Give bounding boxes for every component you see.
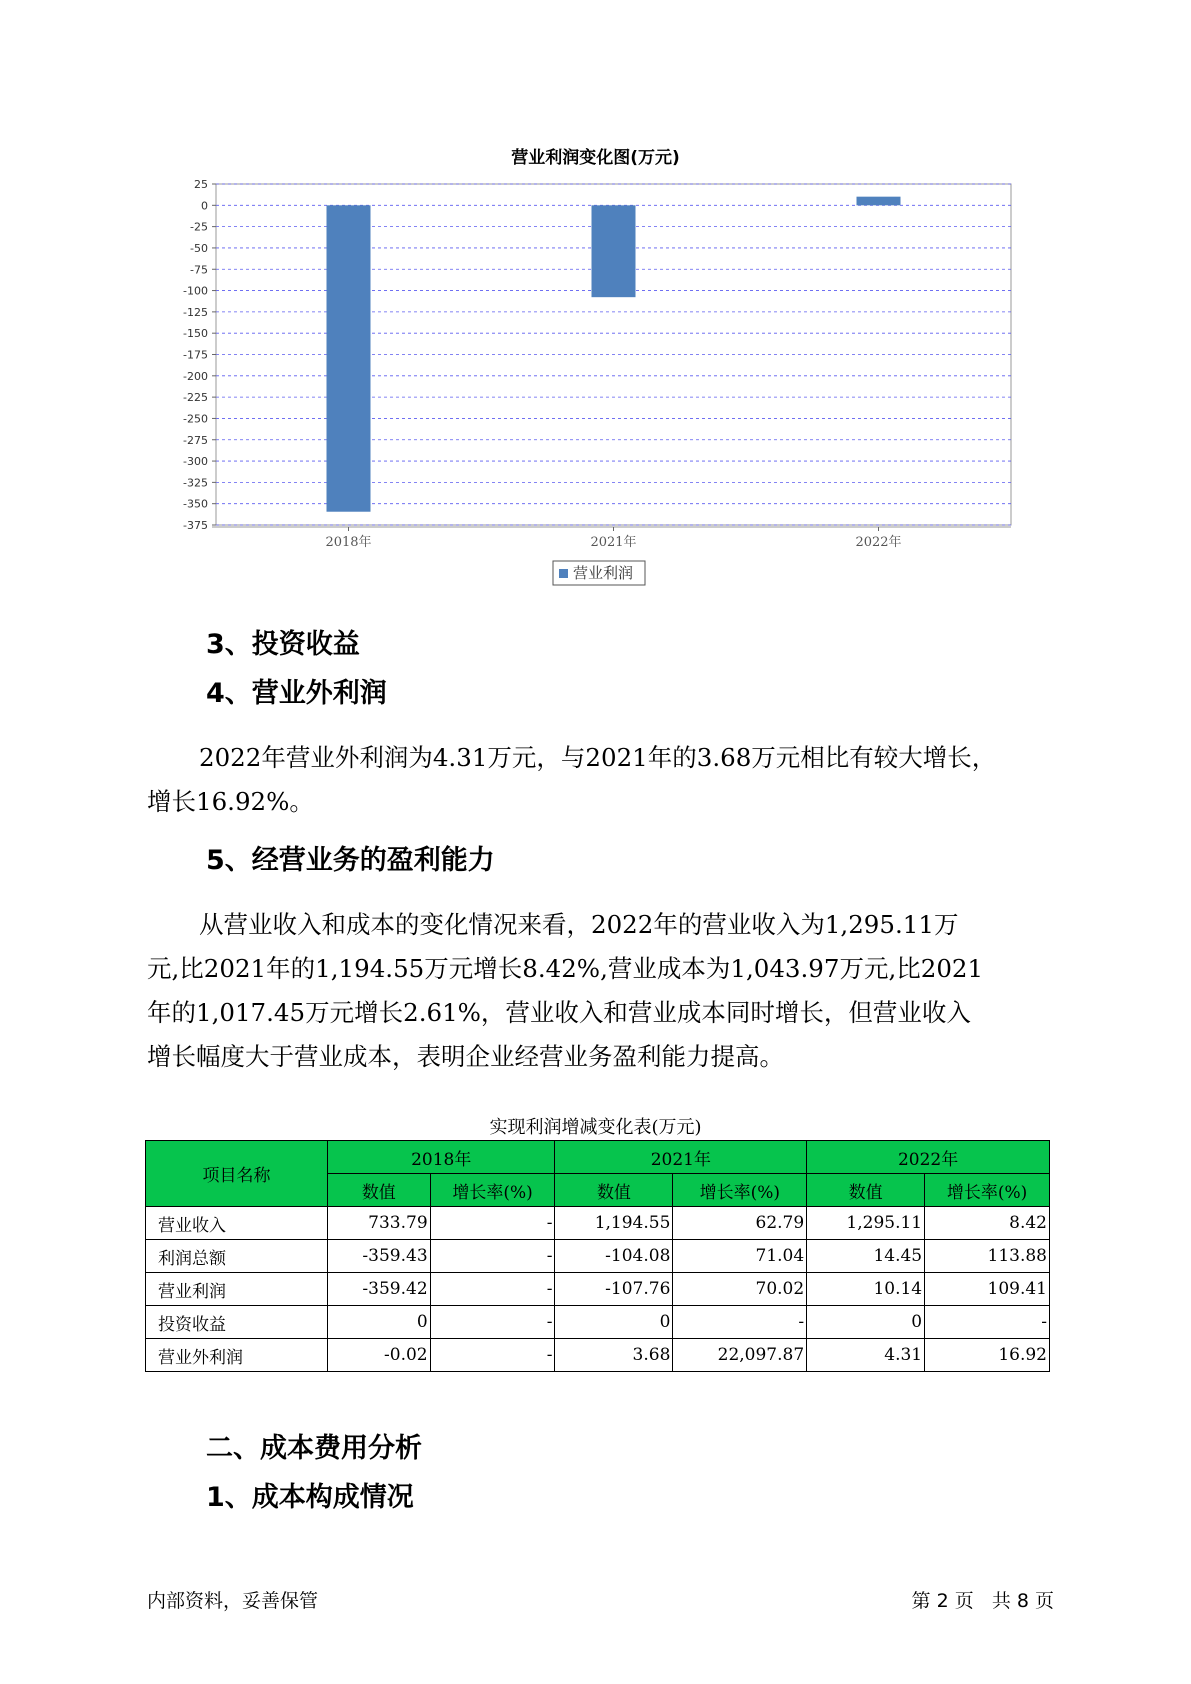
x-tick-label: 2018年 xyxy=(325,535,372,550)
table-cell: 4.31 xyxy=(807,1339,925,1372)
row-name: 利润总额 xyxy=(146,1240,328,1273)
y-tick-label: -175 xyxy=(183,348,208,362)
table-cell: 62.79 xyxy=(673,1207,807,1240)
footer-confidential: 内部资料，妥善保管 xyxy=(147,1590,319,1612)
header-item-name: 项目名称 xyxy=(146,1141,328,1207)
table-cell: 109.41 xyxy=(925,1273,1050,1306)
heading-cost-structure: 1、成本构成情况 xyxy=(206,1482,414,1513)
y-tick-label: -25 xyxy=(190,220,208,234)
bar-2018年 xyxy=(327,205,371,511)
table-cell: 70.02 xyxy=(673,1273,807,1306)
heading-cost-analysis: 二、成本费用分析 xyxy=(206,1433,422,1464)
y-tick-label: -275 xyxy=(183,433,208,447)
table-cell: 10.14 xyxy=(807,1273,925,1306)
y-tick-label: -375 xyxy=(183,519,208,532)
y-tick-label: -50 xyxy=(190,241,208,255)
heading-non-operating-profit: 4、营业外利润 xyxy=(206,678,387,709)
profit-bar-chart xyxy=(0,0,1191,600)
legend-label: 营业利润 xyxy=(573,564,634,582)
header-value: 数值 xyxy=(807,1174,925,1207)
paragraph-non-operating-profit xyxy=(147,736,1052,824)
table-cell: -104.08 xyxy=(555,1240,673,1273)
y-tick-label: -75 xyxy=(190,263,208,277)
table-cell: - xyxy=(430,1273,555,1306)
table-cell: - xyxy=(430,1306,555,1339)
p1-line2: 增长16.92%。 xyxy=(147,787,314,816)
table-cell: - xyxy=(430,1339,555,1372)
footer-page-number: 第 2 页 共 8 页 xyxy=(911,1590,1054,1612)
header-growth: 增长率(%) xyxy=(430,1174,555,1207)
table-cell: 22,097.87 xyxy=(673,1339,807,1372)
y-tick-label: -125 xyxy=(183,305,208,319)
table-cell: 8.42 xyxy=(925,1207,1050,1240)
table-row xyxy=(146,1306,1050,1339)
header-year-2022: 2022年 xyxy=(807,1141,1050,1174)
header-year-2021: 2021年 xyxy=(555,1141,807,1174)
p2-line4: 增长幅度大于营业成本，表明企业经营业务盈利能力提高。 xyxy=(147,1042,784,1071)
row-name: 营业利润 xyxy=(146,1273,328,1306)
y-tick-label: -350 xyxy=(183,497,208,511)
heading-business-profitability: 5、经营业务的盈利能力 xyxy=(206,845,495,876)
header-growth: 增长率(%) xyxy=(925,1174,1050,1207)
p2-line2: 元,比2021年的1,194.55万元增长8.42%,营业成本为1,043.97万元,比2021 xyxy=(147,954,984,983)
p2-line3: 年的1,017.45万元增长2.61%，营业收入和营业成本同时增长，但营业收入 xyxy=(147,998,971,1027)
table-cell: 3.68 xyxy=(555,1339,673,1372)
table-cell: 733.79 xyxy=(328,1207,431,1240)
table-row xyxy=(146,1339,1050,1372)
y-tick-label: 25 xyxy=(194,178,208,191)
y-tick-label: -100 xyxy=(183,284,208,298)
header-value: 数值 xyxy=(328,1174,431,1207)
chart-title: 营业利润变化图(万元) xyxy=(511,148,680,168)
row-name: 投资收益 xyxy=(146,1306,328,1339)
header-growth: 增长率(%) xyxy=(673,1174,807,1207)
y-tick-label: -300 xyxy=(183,455,208,469)
profit-change-table xyxy=(145,1140,1050,1372)
table-row xyxy=(146,1273,1050,1306)
row-name: 营业外利润 xyxy=(146,1339,328,1372)
table-cell: -0.02 xyxy=(328,1339,431,1372)
table-row xyxy=(146,1207,1050,1240)
table-cell: - xyxy=(430,1240,555,1273)
table-cell: 0 xyxy=(555,1306,673,1339)
y-tick-label: -325 xyxy=(183,476,208,490)
table-cell: 1,295.11 xyxy=(807,1207,925,1240)
table-row xyxy=(146,1240,1050,1273)
table-cell: - xyxy=(673,1306,807,1339)
y-tick-label: -250 xyxy=(183,412,208,426)
y-tick-label: -225 xyxy=(183,391,208,405)
table-cell: 1,194.55 xyxy=(555,1207,673,1240)
p1-line1: 2022年营业外利润为4.31万元，与2021年的3.68万元相比有较大增长， xyxy=(199,743,997,772)
table-cell: -359.42 xyxy=(328,1273,431,1306)
heading-investment-income: 3、投资收益 xyxy=(206,629,360,660)
table-cell: 14.45 xyxy=(807,1240,925,1273)
legend-swatch xyxy=(559,569,568,578)
bar-2021年 xyxy=(592,205,636,297)
y-tick-label: 0 xyxy=(201,199,208,213)
p2-line1: 从营业收入和成本的变化情况来看，2022年的营业收入为1,295.11万 xyxy=(199,910,959,939)
row-name: 营业收入 xyxy=(146,1207,328,1240)
table-cell: - xyxy=(925,1306,1050,1339)
table-cell: 113.88 xyxy=(925,1240,1050,1273)
x-tick-label: 2022年 xyxy=(855,535,902,550)
table-cell: -107.76 xyxy=(555,1273,673,1306)
table-cell: 71.04 xyxy=(673,1240,807,1273)
table-cell: 16.92 xyxy=(925,1339,1050,1372)
table-cell: 0 xyxy=(328,1306,431,1339)
table-cell: -359.43 xyxy=(328,1240,431,1273)
y-tick-label: -150 xyxy=(183,327,208,341)
y-tick-label: -200 xyxy=(183,369,208,383)
header-year-2018: 2018年 xyxy=(328,1141,555,1174)
bar-2022年 xyxy=(857,197,901,206)
x-tick-label: 2021年 xyxy=(590,535,637,550)
table-cell: - xyxy=(430,1207,555,1240)
table-title: 实现利润增减变化表(万元) xyxy=(489,1117,702,1138)
paragraph-business-profitability xyxy=(147,903,1052,1079)
header-value: 数值 xyxy=(555,1174,673,1207)
table-cell: 0 xyxy=(807,1306,925,1339)
